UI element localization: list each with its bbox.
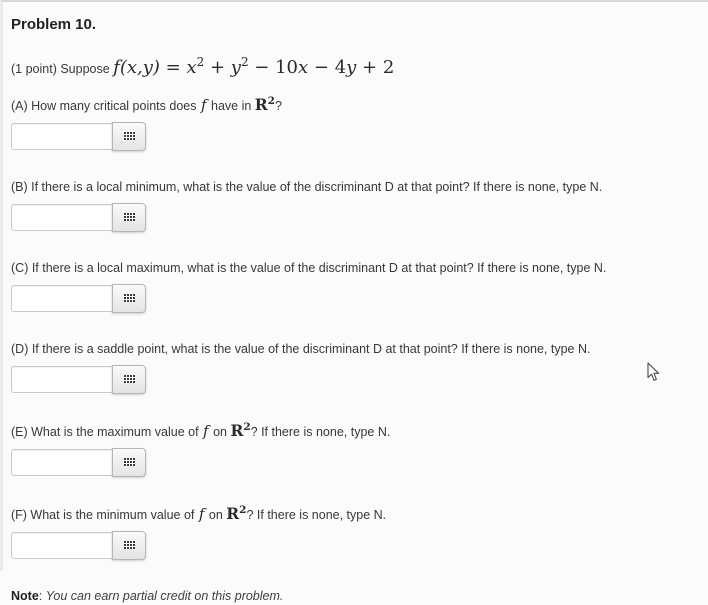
math-R-exponent: 2 [267,94,275,107]
formula-minus-10: − 10 [248,57,299,78]
formula-minus-4: − 4 [308,57,347,78]
keypad-grid-icon [124,541,135,549]
answer-input-d[interactable] [11,366,113,393]
equation-editor-button-b[interactable] [112,203,146,232]
question-a-text-pre: (A) How many critical points does [11,99,200,113]
question-f [11,504,698,587]
formula-y: y [230,57,241,78]
question-a-text-mid: have in [207,99,255,113]
note-label: Note [11,589,39,603]
question-a-text-post: ? [274,99,282,113]
formula-y2: y [346,57,357,78]
answer-input-a[interactable] [11,123,113,150]
answer-input-c[interactable] [11,285,113,312]
formula-fxy: f(x,y) [113,57,160,78]
math-R2-symbol [226,504,246,523]
problem-title: Problem 10. [11,16,97,33]
question-c-label: (C) If there is a local maximum, what is the value of the discriminant D at that point? If there is none, type N. [11,261,607,275]
equation-editor-button-c[interactable] [112,284,146,313]
keypad-grid-icon [124,458,135,466]
note-text: You can earn partial credit on this problem. [45,589,284,603]
question-b-label: (B) If there is a local minimum, what is the value of the discriminant D at that point? If there is none, type N. [11,180,603,194]
math-R: R [254,95,268,114]
note [11,588,698,605]
problem-statement [11,56,698,81]
keypad-grid-icon [124,213,135,221]
question-a [11,95,698,178]
formula-equals: = [159,57,187,78]
answer-group-c [11,283,146,313]
answer-group-b [11,202,146,232]
answer-group-a [11,121,146,151]
question-e-label [11,421,698,442]
note-separator: : [38,589,46,603]
question-f-text-pre: (F) What is the minimum value of [11,508,198,522]
question-f-label [11,504,698,525]
question-e-text-pre: (E) What is the maximum value of [11,425,203,439]
equation-editor-button-d[interactable] [112,365,146,394]
keypad-grid-icon [124,375,135,383]
question-f-text-mid: on [205,508,227,522]
math-R-exponent: 2 [243,420,251,433]
question-d [11,340,698,421]
formula-plus-2: + 2 [356,57,395,78]
equation-editor-button-f[interactable] [112,531,146,560]
math-R: R [230,421,244,440]
math-f-symbol: f [198,505,205,523]
points-label: (1 point) Suppose [11,62,114,76]
math-R2-symbol [255,95,275,114]
keypad-grid-icon [124,132,135,140]
math-f-symbol: f [200,96,207,114]
problem-content [3,2,708,605]
function-formula [113,57,394,78]
answer-input-b[interactable] [11,204,113,231]
equation-editor-button-a[interactable] [112,122,146,151]
answer-group-d [11,364,146,394]
formula-x2: x [298,57,309,78]
question-b [11,178,698,259]
math-R-exponent: 2 [239,503,247,516]
answer-group-f [11,530,146,560]
question-d-label: (D) If there is a saddle point, what is the value of the discriminant D at that point? If there is none, type N. [11,342,591,356]
formula-x-exponent: 2 [196,55,205,69]
question-e-text-post: ? If there is none, type N. [250,425,391,439]
keypad-grid-icon [124,294,135,302]
math-R: R [226,504,240,523]
question-f-text-post: ? If there is none, type N. [246,508,387,522]
question-a-label [11,95,698,116]
formula-plus: + [204,57,231,78]
answer-input-f[interactable] [11,532,113,559]
answer-group-e [11,447,146,477]
equation-editor-button-e[interactable] [112,448,146,477]
math-f-symbol: f [203,422,209,440]
answer-input-e[interactable] [11,449,113,476]
question-e-text-mid: on [209,425,231,439]
math-R2-symbol [230,421,250,440]
question-c [11,259,698,340]
formula-x: x [186,57,197,78]
formula-y-exponent: 2 [240,55,249,69]
question-e [11,421,698,504]
